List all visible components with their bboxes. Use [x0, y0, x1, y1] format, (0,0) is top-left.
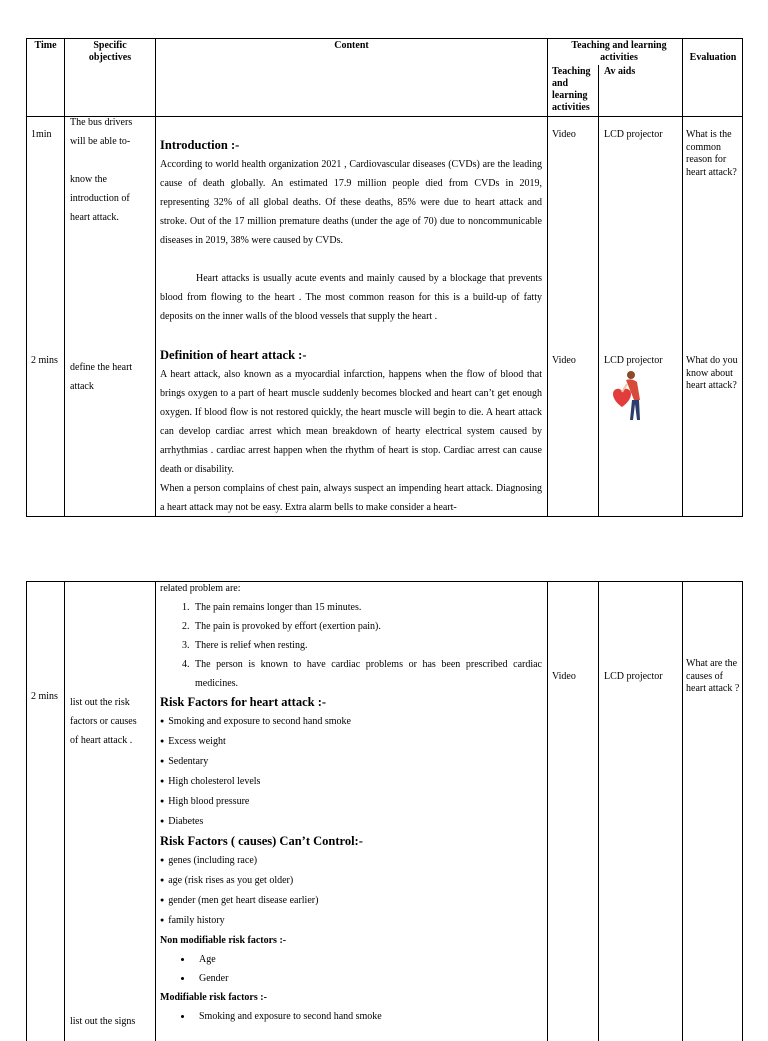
list-item: ● Excess weight — [160, 732, 542, 752]
lesson-plan-table-1 — [26, 38, 743, 517]
list-item: ● Sedentary — [160, 752, 542, 772]
header-teaching-learning-activities: Teaching and learning activities — [571, 40, 667, 63]
list-item: • Gender — [193, 969, 542, 988]
header-time: Time — [34, 40, 57, 51]
table2-av-aids: LCD projector — [604, 671, 663, 682]
continuation-text: related problem are: — [160, 583, 241, 594]
list-item: ● age (risk rises as you get older) — [160, 871, 542, 891]
header-av-aids: Av aids — [604, 66, 636, 77]
row1-teaching: Video — [552, 129, 576, 140]
heart-person-image — [610, 370, 650, 424]
row2-av-aids: LCD projector — [604, 355, 663, 366]
row1-av-aids: LCD projector — [604, 129, 663, 140]
row1-time: 1min — [31, 129, 52, 140]
risk-factors-list — [160, 712, 542, 832]
header-content: Content — [334, 40, 369, 51]
table2-objective: list out the risk factors or causes of heart attack . — [70, 697, 137, 746]
list-item: ● genes (including race) — [160, 851, 542, 871]
list-item: • Smoking and exposure to second hand smoke — [193, 1007, 542, 1026]
introduction-paragraph: According to world health organization 2021 , Cardiovascular diseases (CVDs) are the leading cause of death globally. An estimated 17.9 million people died from CVDs in 2019, representing 32% of all global deaths. Of these deaths, 85% were due to heart attack and stroke. Out of the 17 million premature deaths (under the age of 70) due to noncommunicable diseases in 2019, 38% were caused by CVDs. — [160, 159, 542, 246]
chest-pain-paragraph: When a person complains of chest pain, always suspect an impending heart attack. Diagnosing a heart attack may not be easy. Extra alarm bells to make consider a heart- — [160, 483, 542, 513]
cant-control-heading: Risk Factors ( causes) Can’t Control:- — [160, 834, 363, 848]
row2-time: 2 mins — [31, 355, 58, 366]
definition-heading: Definition of heart attack :- — [160, 348, 307, 362]
row1-objective: The bus drivers will be able to- know the introduction of heart attack. — [70, 117, 133, 223]
definition-paragraph: A heart attack, also known as a myocardial infarction, happens when the flow of blood that brings oxygen to a part of heart muscle suddenly becomes blocked and heart can’t get enough oxygen. If blood flow is not restored quickly, the heart muscle will begin to die. A heart attack can develop cardiac arrest which mean breakdown of hearty electrical system caused by arrhythmias . cardiac arrest happen when the rhythm of heart is stop. Cardiac arrest can cause death or disability. — [160, 369, 542, 475]
row2-objective: define the heart attack — [70, 362, 133, 392]
table2-content — [160, 579, 542, 1026]
row2-evaluation: What do you know about heart attack? — [686, 355, 738, 391]
list-item: ● High blood pressure — [160, 792, 542, 812]
row2-content — [160, 346, 542, 513]
introduction-heading: Introduction :- — [160, 138, 240, 152]
modifiable-heading: Modifiable risk factors :- — [160, 992, 267, 1003]
list-item: 1. The pain remains longer than 15 minutes. — [192, 598, 542, 617]
list-item: 4. The person is known to have cardiac problems or has been prescribed cardiac medicines. — [192, 655, 542, 693]
blockage-paragraph: Heart attacks is usually acute events and mainly caused by a blockage that prevents blood from flowing to the heart . The most common reason for this is a build-up of fatty deposits on the inner walls of the blood vessels that supply the heart . — [160, 273, 542, 322]
header-teaching-sub: Teaching and learning activities — [552, 66, 591, 113]
list-item: 2. The pain is provoked by effort (exertion pain). — [192, 617, 542, 636]
non-modifiable-heading: Non modifiable risk factors :- — [160, 935, 287, 946]
list-item: ● gender (men get heart disease earlier) — [160, 891, 542, 911]
row2-teaching: Video — [552, 355, 576, 366]
risk-factors-heading: Risk Factors for heart attack :- — [160, 695, 327, 709]
list-item: ● Diabetes — [160, 812, 542, 832]
list-item: 3. There is relief when resting. — [192, 636, 542, 655]
cant-control-list — [160, 851, 542, 931]
table2-objective-signs: list out the signs — [70, 1016, 136, 1027]
row1-evaluation: What is the common reason for heart attack? — [686, 129, 737, 178]
table2-time: 2 mins — [31, 691, 58, 702]
list-item: • Age — [193, 950, 542, 969]
table2-evaluation: What are the causes of heart attack ? — [686, 658, 740, 694]
modifiable-list — [160, 1007, 542, 1026]
list-item: ● Smoking and exposure to second hand smoke — [160, 712, 542, 732]
table2-teaching: Video — [552, 671, 576, 682]
lesson-plan-table-2 — [26, 581, 743, 1041]
header-specific-objectives: Specific objectives — [88, 40, 132, 63]
non-modifiable-list — [160, 950, 542, 988]
row1-content — [160, 136, 542, 326]
list-item: ● High cholesterol levels — [160, 772, 542, 792]
list-item: ● family history — [160, 911, 542, 931]
header-evaluation: Evaluation — [689, 52, 737, 63]
alarm-bells-list — [160, 598, 542, 693]
